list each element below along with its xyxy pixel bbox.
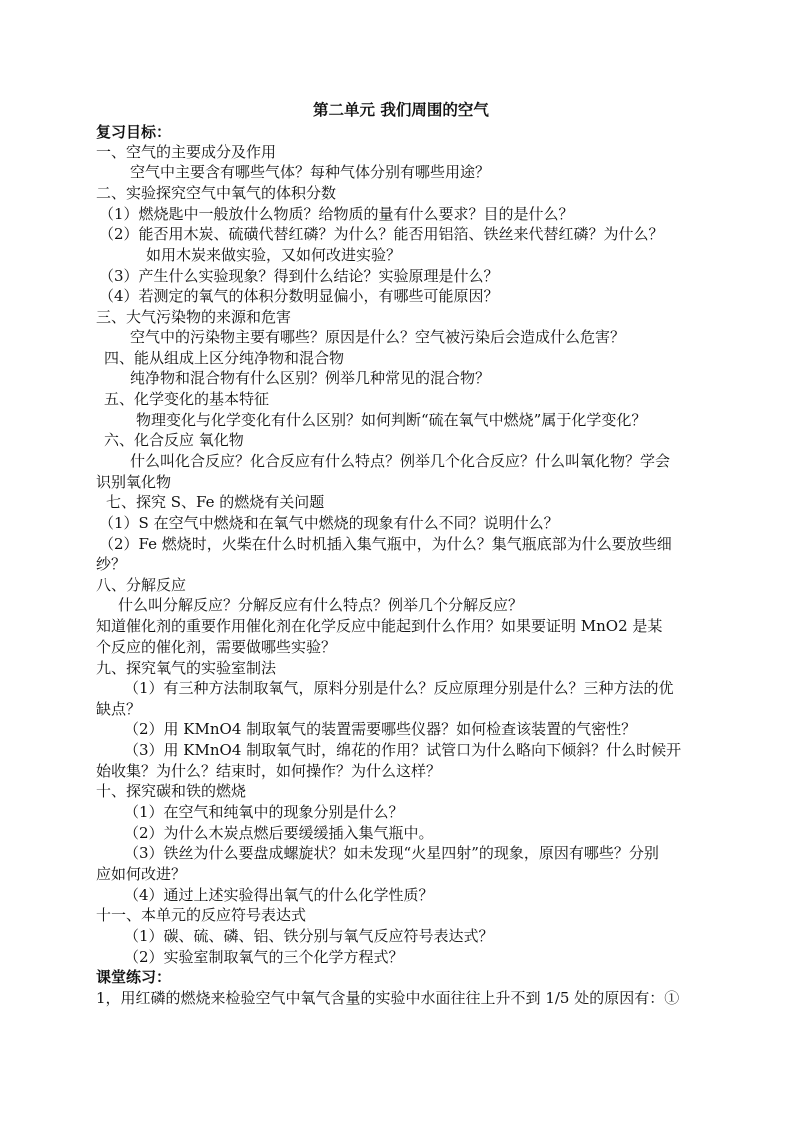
text-line: 三、大气污染物的来源和危害	[96, 308, 292, 326]
text-line: （3）用 KMnO4 制取氧气时，绵花的作用？试管口为什么略向下倾斜？什么时候开	[124, 741, 682, 759]
section-heading: 课堂练习：	[96, 968, 172, 986]
text-line: 应如何改进？	[96, 865, 187, 883]
text-line: 十一、本单元的反应符号表达式	[96, 906, 307, 924]
text-line: 五、化学变化的基本特征	[104, 390, 270, 408]
text-line: 四、能从组成上区分纯净物和混合物	[104, 349, 345, 367]
text-line: （3）产生什么实验现象？得到什么结论？实验原理是什么？	[99, 267, 499, 285]
text-line: 六、化合反应 氧化物	[104, 431, 244, 449]
text-line: 七、探究 S、Fe 的燃烧有关问题	[106, 493, 325, 511]
text-line: （1）燃烧匙中一般放什么物质？给物质的量有什么要求？目的是什么？	[99, 205, 574, 223]
text-line: 八、分解反应	[96, 576, 187, 594]
text-line: 始收集？为什么？结束时，如何操作？为什么这样？	[96, 762, 442, 780]
text-line: （3）铁丝为什么要盘成螺旋状？如未发现“火星四射”的现象，原因有哪些？分别	[124, 844, 659, 862]
text-line: 缺点？	[96, 700, 142, 718]
document-title: 第二单元 我们周围的空气	[313, 100, 489, 119]
text-line: （1）碳、硫、磷、铝、铁分别与氧气反应符号表达式？	[124, 927, 494, 945]
text-line: （2）Fe 燃烧时，火柴在什么时机插入集气瓶中，为什么？集气瓶底部为什么要放些细	[99, 535, 672, 553]
text-line: 识别氧化物	[96, 473, 172, 491]
section-heading: 复习目标：	[96, 123, 172, 141]
text-line: （2）实验室制取氧气的三个化学方程式？	[124, 948, 404, 966]
text-line: （2）用 KMnO4 制取氧气的装置需要哪些仪器？如何检查该装置的气密性？	[124, 720, 637, 738]
text-line: 空气中的污染物主要有哪些？原因是什么？空气被污染后会造成什么危害？	[130, 328, 626, 346]
text-line: 物理变化与化学变化有什么区别？如何判断“硫在氧气中燃烧”属于化学变化？	[136, 411, 647, 429]
text-line: （1）有三种方法制取氧气，原料分别是什么？反应原理分别是什么？三种方法的优	[124, 679, 674, 697]
text-line: 十、探究碳和铁的燃烧	[96, 782, 247, 800]
text-line: 如用木炭来做实验，又如何改进实验？	[146, 246, 402, 264]
text-line: （1）在空气和纯氧中的现象分别是什么？	[124, 803, 404, 821]
text-line: 空气中主要含有哪些气体？每种气体分别有哪些用途？	[130, 163, 491, 181]
text-line: 一、空气的主要成分及作用	[96, 143, 277, 161]
text-line: （1）S 在空气中燃烧和在氧气中燃烧的现象有什么不同？说明什么？	[99, 514, 559, 532]
text-line: 知道催化剂的重要作用催化剂在化学反应中能起到什么作用？如果要证明 MnO2 是某	[96, 617, 663, 635]
text-line: 个反应的催化剂，需要做哪些实验？	[96, 638, 337, 656]
text-line: 纯净物和混合物有什么区别？例举几种常见的混合物？	[130, 369, 491, 387]
text-line: 1，用红磷的燃烧来检验空气中氧气含量的实验中水面往往上升不到 1/5 处的原因有：①	[96, 989, 680, 1007]
text-line: 纱？	[96, 555, 127, 573]
text-line: （2）能否用木炭、硫磺代替红磷？为什么？能否用铝箔、铁丝来代替红磷？为什么？	[99, 225, 664, 243]
text-line: 二、实验探究空气中氧气的体积分数	[96, 184, 337, 202]
text-line: （2）为什么木炭点燃后要缓缓插入集气瓶中。	[124, 824, 434, 842]
text-line: 九、探究氧气的实验室制法	[96, 659, 277, 677]
text-line: （4）若测定的氧气的体积分数明显偏小，有哪些可能原因？	[99, 287, 499, 305]
text-line: 什么叫化合反应？化合反应有什么特点？例举几个化合反应？什么叫氧化物？学会	[130, 452, 671, 470]
text-line: 什么叫分解反应？分解反应有什么特点？例举几个分解反应？	[118, 596, 524, 614]
text-line: （4）通过上述实验得出氧气的什么化学性质？	[124, 886, 434, 904]
